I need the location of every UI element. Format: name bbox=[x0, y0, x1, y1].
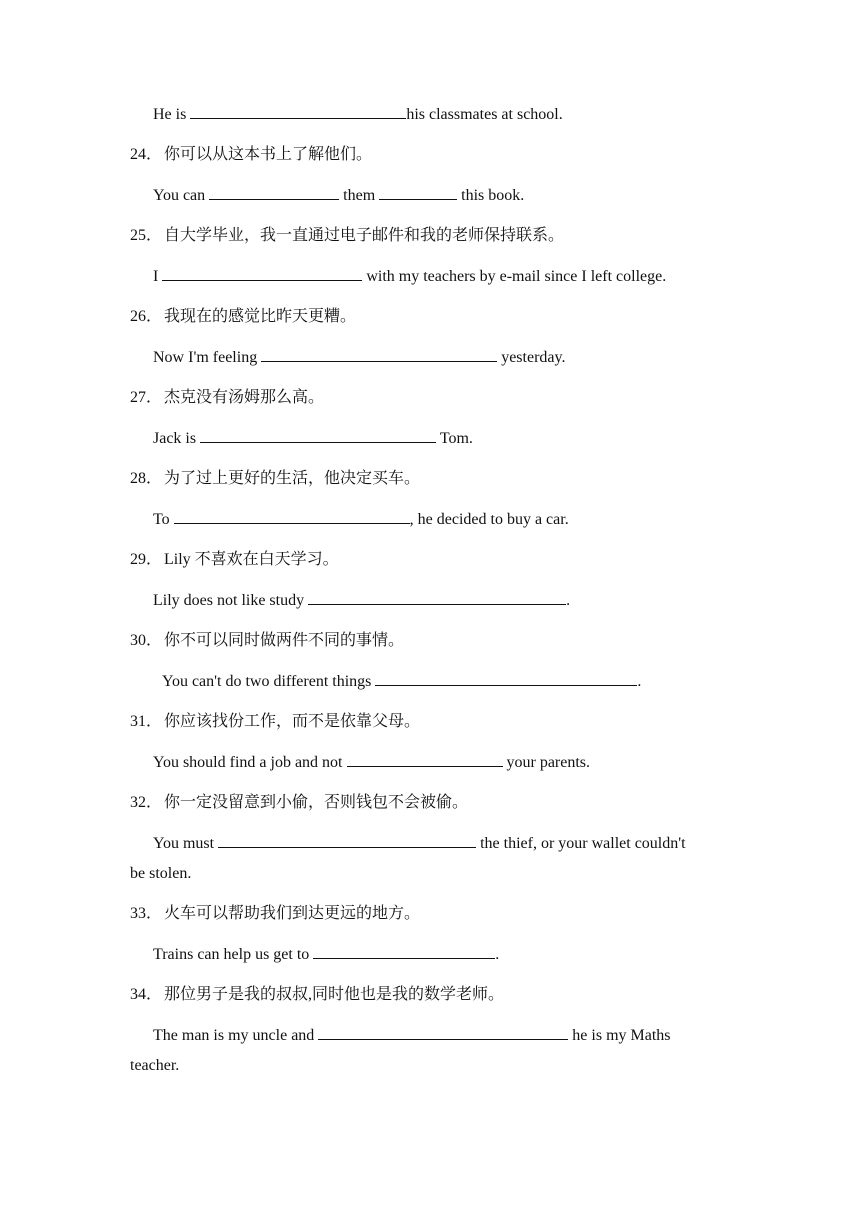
question-30 bbox=[130, 630, 404, 652]
question-number: 30． bbox=[130, 632, 163, 649]
question-28 bbox=[130, 468, 420, 490]
question-number: 33． bbox=[130, 905, 163, 922]
answer-blank[interactable] bbox=[318, 1025, 568, 1040]
question-chinese: Lily 不喜欢在白天学习。 bbox=[164, 551, 339, 568]
answer-line-24 bbox=[153, 185, 524, 207]
answer-continuation-34: teacher. bbox=[130, 1057, 180, 1074]
question-34 bbox=[130, 984, 504, 1006]
answer-blank[interactable] bbox=[162, 266, 362, 281]
question-number: 31． bbox=[130, 713, 163, 730]
answer-text: You must bbox=[153, 835, 219, 852]
question-chinese: 杰克没有汤姆那么高。 bbox=[164, 389, 325, 406]
answer-line-23 bbox=[153, 104, 563, 126]
answer-line-29 bbox=[153, 590, 570, 612]
question-33 bbox=[130, 903, 420, 925]
answer-text: with my teachers by e-mail since I left college. bbox=[362, 268, 667, 285]
answer-blank[interactable] bbox=[313, 944, 495, 959]
answer-blank[interactable] bbox=[261, 347, 497, 362]
answer-text: he is my Maths bbox=[568, 1027, 671, 1044]
answer-blank[interactable] bbox=[190, 104, 406, 119]
question-number: 25． bbox=[130, 227, 163, 244]
question-chinese: 你可以从这本书上了解他们。 bbox=[164, 146, 373, 163]
question-number: 27． bbox=[130, 389, 163, 406]
answer-blank[interactable] bbox=[347, 752, 503, 767]
answer-text: . bbox=[495, 946, 500, 963]
answer-text: them bbox=[339, 187, 380, 204]
answer-blank[interactable] bbox=[218, 833, 476, 848]
answer-text: Now I'm feeling bbox=[153, 349, 262, 366]
question-number: 34． bbox=[130, 986, 163, 1003]
answer-continuation-32: be stolen. bbox=[130, 865, 192, 882]
question-chinese: 为了过上更好的生活，他决定买车。 bbox=[164, 470, 421, 487]
answer-text: . bbox=[637, 673, 642, 690]
answer-text: Jack is bbox=[153, 430, 201, 447]
question-24 bbox=[130, 144, 372, 166]
answer-text: I bbox=[153, 268, 163, 285]
answer-text: You should find a job and not bbox=[153, 754, 347, 771]
answer-line-33 bbox=[153, 944, 499, 966]
question-number: 29． bbox=[130, 551, 163, 568]
answer-text: The man is my uncle and bbox=[153, 1027, 319, 1044]
question-chinese: 火车可以帮助我们到达更远的地方。 bbox=[164, 905, 421, 922]
answer-line-31 bbox=[153, 752, 590, 774]
answer-text: your parents. bbox=[502, 754, 591, 771]
question-chinese: 我现在的感觉比昨天更糟。 bbox=[164, 308, 357, 325]
question-number: 32． bbox=[130, 794, 163, 811]
answer-line-32 bbox=[153, 833, 686, 855]
answer-text: Trains can help us get to bbox=[153, 946, 314, 963]
answer-blank[interactable] bbox=[379, 185, 457, 200]
answer-text: You can't do two different things bbox=[162, 673, 376, 690]
question-31 bbox=[130, 711, 420, 733]
answer-text: , he decided to buy a car. bbox=[409, 511, 569, 528]
answer-line-26 bbox=[153, 347, 565, 369]
question-chinese: 自大学毕业，我一直通过电子邮件和我的老师保持联系。 bbox=[164, 227, 565, 244]
answer-text: . bbox=[566, 592, 571, 609]
answer-text: You can bbox=[153, 187, 210, 204]
question-chinese: 你应该找份工作，而不是依靠父母。 bbox=[164, 713, 421, 730]
answer-line-27 bbox=[153, 428, 473, 450]
answer-blank[interactable] bbox=[200, 428, 436, 443]
question-32 bbox=[130, 792, 468, 814]
answer-blank[interactable] bbox=[375, 671, 637, 686]
answer-text: the thief, or your wallet couldn't bbox=[476, 835, 686, 852]
answer-text: yesterday. bbox=[497, 349, 566, 366]
question-number: 24． bbox=[130, 146, 163, 163]
question-chinese: 那位男子是我的叔叔,同时他也是我的数学老师。 bbox=[164, 986, 505, 1003]
answer-line-34 bbox=[153, 1025, 671, 1047]
answer-text: To bbox=[153, 511, 174, 528]
question-number: 26． bbox=[130, 308, 163, 325]
question-25 bbox=[130, 225, 564, 247]
answer-line-30 bbox=[162, 671, 641, 693]
answer-line-28 bbox=[153, 509, 569, 531]
question-number: 28． bbox=[130, 470, 163, 487]
answer-text: He is bbox=[153, 106, 191, 123]
answer-blank[interactable] bbox=[308, 590, 566, 605]
answer-line-25 bbox=[153, 266, 666, 288]
answer-text: Tom. bbox=[436, 430, 473, 447]
answer-text: Lily does not like study bbox=[153, 592, 309, 609]
answer-blank[interactable] bbox=[209, 185, 339, 200]
question-26 bbox=[130, 306, 356, 328]
question-chinese: 你不可以同时做两件不同的事情。 bbox=[164, 632, 405, 649]
question-29 bbox=[130, 549, 339, 571]
answer-text: his classmates at school. bbox=[406, 106, 563, 123]
question-chinese: 你一定没留意到小偷，否则钱包不会被偷。 bbox=[164, 794, 469, 811]
answer-blank[interactable] bbox=[174, 509, 410, 524]
question-27 bbox=[130, 387, 324, 409]
answer-text: this book. bbox=[457, 187, 525, 204]
